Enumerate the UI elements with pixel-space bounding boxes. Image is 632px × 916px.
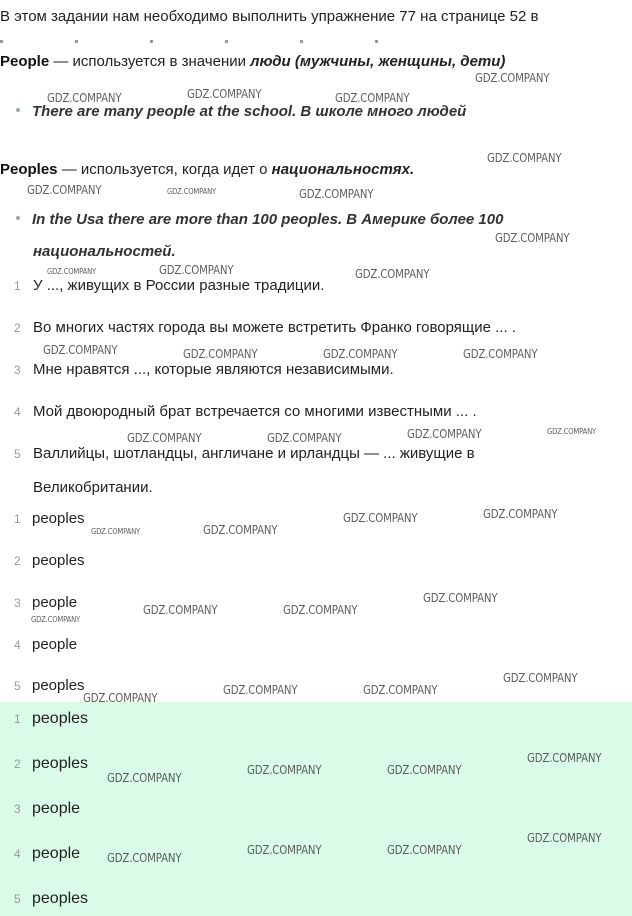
watermark: GDZ.COMPANY: [107, 851, 182, 865]
watermark: GDZ.COMPANY: [355, 267, 430, 281]
watermark: GDZ.COMPANY: [527, 831, 602, 845]
watermark: GDZ.COMPANY: [47, 267, 96, 276]
watermark: GDZ.COMPANY: [299, 187, 374, 201]
people-rule-word: People: [0, 53, 50, 70]
answer-panel: [0, 702, 632, 916]
watermark: GDZ.COMPANY: [167, 187, 216, 196]
people-example-text: There are many people at the school. В школе много людей: [32, 103, 467, 120]
watermark: GDZ.COMPANY: [187, 87, 262, 101]
watermark: GDZ.COMPANY: [83, 691, 158, 705]
sentence-item: 3 Мне нравятся ..., которые являются независимыми.: [14, 361, 394, 378]
watermark: GDZ.COMPANY: [495, 231, 570, 245]
watermark: GDZ.COMPANY: [267, 431, 342, 445]
final-answer-item: 4 people: [14, 845, 81, 862]
final-answer-item: 1 peoples: [14, 710, 89, 727]
watermark: GDZ.COMPANY: [547, 427, 596, 436]
watermark: GDZ.COMPANY: [223, 683, 298, 697]
sentence-item: 5 Валлийцы, шотландцы, англичане и ирландцы — ... живущие в: [14, 445, 475, 462]
peoples-rule-text: — используется, когда идет о: [57, 161, 272, 178]
peoples-example-text: In the Usa there are more than 100 peoples. В Америке более 100: [32, 211, 504, 228]
watermark: GDZ.COMPANY: [159, 263, 234, 277]
peoples-rule-meaning: национальностях.: [271, 161, 415, 178]
watermark: GDZ.COMPANY: [463, 347, 538, 361]
peoples-example: [16, 211, 503, 228]
watermark: GDZ.COMPANY: [27, 183, 102, 197]
final-answer-item: 3 people: [14, 800, 81, 817]
watermark: GDZ.COMPANY: [335, 91, 410, 105]
watermark: GDZ.COMPANY: [283, 603, 358, 617]
watermark: GDZ.COMPANY: [423, 591, 498, 605]
answer-item: 5 peoples: [14, 677, 85, 694]
intro-text: В этом задании нам необходимо выполнить упражнение 77 на странице 52 в: [0, 8, 539, 25]
bullet-icon: [16, 216, 20, 220]
watermark: GDZ.COMPANY: [475, 71, 550, 85]
sentence-item: 1 У ..., живущих в России разные традиции.: [14, 277, 325, 294]
watermark: GDZ.COMPANY: [503, 671, 578, 685]
answer-item: 4 people: [14, 636, 78, 653]
watermark: GDZ.COMPANY: [363, 683, 438, 697]
cut-off-line: [0, 40, 430, 43]
final-answer-item: 5 peoples: [14, 890, 89, 907]
answer-item: 3 people: [14, 594, 78, 611]
peoples-rule-word: Peoples: [0, 161, 58, 178]
watermark: GDZ.COMPANY: [407, 427, 482, 441]
watermark: GDZ.COMPANY: [183, 347, 258, 361]
people-rule-text: — используется в значении: [49, 53, 251, 70]
people-example: [16, 103, 466, 120]
watermark: GDZ.COMPANY: [47, 91, 122, 105]
watermark: GDZ.COMPANY: [247, 843, 322, 857]
watermark: GDZ.COMPANY: [107, 771, 182, 785]
watermark: GDZ.COMPANY: [203, 523, 278, 537]
watermark: GDZ.COMPANY: [343, 511, 418, 525]
peoples-example-cont: национальностей.: [33, 243, 176, 260]
final-answer-item: 2 peoples: [14, 755, 89, 772]
watermark: GDZ.COMPANY: [323, 347, 398, 361]
answer-item: 2 peoples: [14, 552, 85, 569]
people-rule-meaning: люди (мужчины, женщины, дети): [250, 53, 506, 70]
watermark: GDZ.COMPANY: [91, 527, 140, 536]
sentence-item: 4 Мой двоюродный брат встречается со многими известными ... .: [14, 403, 477, 420]
watermark: GDZ.COMPANY: [527, 751, 602, 765]
watermark: GDZ.COMPANY: [127, 431, 202, 445]
watermark: GDZ.COMPANY: [483, 507, 558, 521]
answer-item: 1 peoples: [14, 510, 85, 527]
watermark: GDZ.COMPANY: [43, 343, 118, 357]
watermark: GDZ.COMPANY: [387, 763, 462, 777]
bullet-icon: [16, 108, 20, 112]
peoples-rule: [0, 161, 414, 178]
watermark: GDZ.COMPANY: [31, 615, 80, 624]
watermark: GDZ.COMPANY: [487, 151, 562, 165]
watermark: GDZ.COMPANY: [143, 603, 218, 617]
watermark: GDZ.COMPANY: [247, 763, 322, 777]
people-rule: [0, 53, 505, 70]
watermark: GDZ.COMPANY: [387, 843, 462, 857]
sentence-5-cont: Великобритании.: [33, 479, 153, 496]
sentence-item: 2 Во многих частях города вы можете встретить Франко говорящие ... .: [14, 319, 516, 336]
